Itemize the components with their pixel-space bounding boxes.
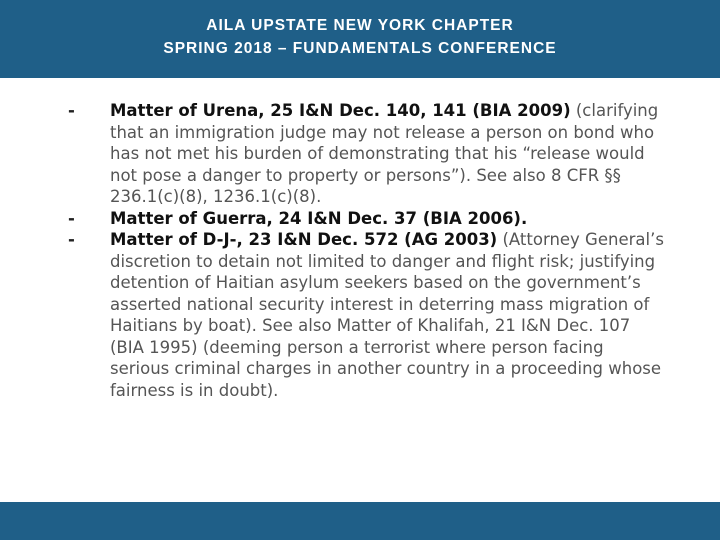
header-subtitle: SPRING 2018 – FUNDAMENTALS CONFERENCE	[163, 40, 557, 57]
list-item	[68, 229, 668, 401]
citation-list	[68, 100, 668, 401]
case-description: (Attorney General’s discretion to detain not limited to danger and flight risk; justifying detention of Haitian asylum seekers based on the government’s asserted national security interest in deterring mass migration of Haitians by boat). See also Matter of Khalifah, 21 I&N Dec. 107 (BIA 1995) (deeming person a terrorist where person facing serious criminal charges in another country in a proceeding whose fairness is in doubt).	[110, 230, 664, 400]
list-bullet: -	[68, 101, 75, 120]
list-bullet: -	[68, 208, 75, 228]
list-item-text	[110, 208, 668, 230]
list-item	[68, 208, 668, 230]
list-item-text	[110, 100, 668, 208]
footer-bar	[0, 502, 720, 540]
header-title: AILA UPSTATE NEW YORK CHAPTER	[206, 17, 514, 34]
case-citation: Matter of D-J-, 23 I&N Dec. 572 (AG 2003)	[110, 230, 498, 249]
list-item-text	[110, 229, 668, 401]
case-citation: Matter of Urena, 25 I&N Dec. 140, 141 (BIA 2009)	[110, 101, 571, 120]
list-bullet: -	[68, 230, 75, 249]
case-description: (clarifying that an immigration judge may not release a person on bond who has not met his burden of demonstrating that his “release would not pose a danger to property or persons”). See also 8 CFR §§ 236.1(c)(8), 1236.1(c)(8).	[110, 101, 659, 206]
header-banner	[0, 0, 720, 78]
case-citation: Matter of Guerra, 24 I&N Dec. 37 (BIA 2006).	[110, 208, 528, 228]
list-item	[68, 100, 668, 208]
